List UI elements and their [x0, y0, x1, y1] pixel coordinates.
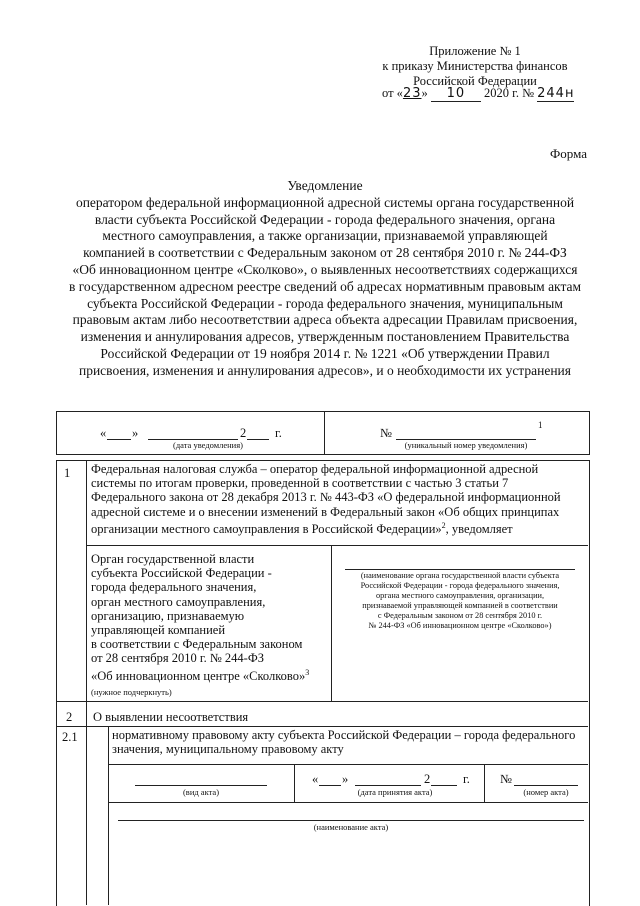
organ-caption-line: (наименование органа государственной власти субъекта	[360, 571, 560, 580]
organ-type-line: в соответствии с Федеральным законом	[91, 637, 303, 652]
notice-body-line: изменения и аннулирования адресов, утвержденным постановлением Правительства	[80, 329, 570, 345]
order-year: 2020 г. №	[483, 86, 535, 100]
section-2-top-border	[56, 701, 588, 702]
section-2-1-number: 2.1	[62, 730, 78, 744]
organ-caption-line: органа местного самоуправления, организации,	[375, 591, 545, 600]
notice-body-line: субъекта Российской Федерации - города федерального значения, муниципальным	[87, 295, 563, 311]
section-2-bottom-border	[56, 726, 588, 727]
notice-id-divider	[324, 411, 325, 454]
act-year-suffix: г.	[463, 772, 470, 786]
notice-year-suffix: г.	[275, 426, 282, 440]
section-2-1-text-line: значения, муниципальному правовому акту	[112, 742, 344, 757]
order-day: 23	[402, 86, 422, 101]
date-mid: »	[421, 86, 428, 100]
notice-number-sign: №	[380, 426, 392, 440]
organ-caption-line: признаваемой управляющей компанией в соответствии	[362, 601, 558, 610]
section-2-1-text-line: нормативному правовому акту субъекта Российской Федерации – города федерального	[112, 728, 576, 742]
form-label: Форма	[550, 146, 587, 161]
notice-body	[30, 195, 620, 380]
section-2-1-checkbox-divider	[108, 726, 109, 905]
notice-body-line: «Об инновационном центре «Сколково», о выявленных несоответствиях содержащихся	[72, 261, 578, 277]
footnote-3: 3	[305, 667, 310, 677]
act-year-digit: 2	[424, 772, 431, 786]
notice-date-caption: (дата уведомления)	[173, 440, 243, 450]
section-1-text-line: системы по итогам проверки, проведенной в соответствии с частью 3 статьи 7	[91, 476, 509, 491]
act-number-sign: №	[500, 772, 512, 786]
act-divider-1	[294, 764, 295, 802]
section-1-inner-divider	[86, 545, 588, 546]
organ-type-line: от 28 сентября 2010 г. № 244-ФЗ	[91, 651, 264, 666]
act-type-field[interactable]	[135, 785, 267, 786]
notice-body-line: правовым актам либо несоответствии адреса объекта адресации Правилам присвоения,	[72, 312, 578, 328]
organ-type-list	[91, 552, 331, 683]
notice-body-line: присвоения, изменения и аннулирования адресов», и о необходимости их устранения	[78, 362, 571, 378]
organ-type-line: субъекта Российской Федерации -	[91, 566, 272, 581]
organ-caption-line: № 244-ФЗ «Об инновационном центре «Сколково»)	[368, 621, 552, 630]
section-1-number: 1	[64, 466, 71, 480]
act-number-field[interactable]	[514, 785, 578, 786]
act-day-field[interactable]	[319, 785, 341, 786]
organ-caption-line: Российской Федерации - города федерального значения,	[360, 581, 560, 590]
section-1-text-line: Федеральная налоговая служба – оператор федеральной информационной адресной	[91, 462, 539, 476]
act-type-caption: (вид акта)	[182, 787, 220, 797]
section-1-text-line: адресной системе и о внесении изменений в Федеральный закон «Об общих принципах	[91, 504, 560, 519]
section-2-1-text	[112, 728, 592, 756]
section-1-text	[91, 462, 591, 536]
notice-body-line: оператором федеральной информационной адресной системы органа государственной	[75, 194, 575, 210]
notice-date-close: »	[132, 426, 139, 440]
organ-name-field[interactable]	[345, 569, 575, 570]
ministry-country: Российской Федерации	[413, 74, 537, 88]
act-name-field[interactable]	[118, 820, 584, 821]
organ-type-line: орган местного самоуправления,	[91, 594, 266, 609]
notice-body-line: власти субъекта Российской Федерации - города федерального значения, органа	[94, 211, 556, 227]
section-2-number: 2	[66, 710, 73, 724]
table-num-column-divider	[86, 460, 87, 905]
act-date-caption: (дата принятия акта)	[357, 787, 433, 797]
act-date-close: »	[342, 772, 349, 786]
notice-body-line: местного самоуправления, а также организации, признаваемой управляющей	[102, 228, 548, 244]
act-month-field[interactable]	[355, 785, 421, 786]
section-1-organ-divider	[331, 545, 332, 701]
appendix-title: Приложение № 1	[429, 44, 521, 58]
act-number-caption: (номер акта)	[523, 787, 569, 797]
organ-name-caption	[335, 571, 585, 631]
act-date-open: «	[312, 772, 319, 786]
organ-type-line: управляющей компанией	[91, 623, 226, 638]
notice-year-digit: 2	[240, 426, 247, 440]
order-number: 244н	[537, 86, 575, 101]
section-1-text-line: организации местного самоуправления в Российской Федерации»$^2$, уведомляет	[91, 520, 513, 536]
section-2-1-divider	[108, 764, 588, 765]
act-year-field[interactable]	[431, 785, 457, 786]
notice-day-field[interactable]	[107, 439, 131, 440]
notice-date-open: «	[100, 426, 107, 440]
act-name-caption: (наименование акта)	[313, 822, 389, 832]
footnote-2: 2	[441, 520, 446, 530]
notice-number-caption: (уникальный номер уведомления)	[404, 440, 528, 450]
footnote-1: 1	[538, 420, 543, 430]
date-prefix: от «	[382, 86, 403, 100]
organ-type-line: организацию, признаваемую	[91, 608, 245, 623]
organ-type-line: города федерального значения,	[91, 580, 257, 595]
notice-body-line: в государственном адресном реестре сведений об адресах нормативным правовым актам	[68, 278, 582, 294]
organ-type-line: Орган государственной власти	[91, 552, 255, 566]
notice-title	[30, 178, 620, 380]
underline-note: (нужное подчеркнуть)	[91, 687, 172, 697]
section-1-tail: , уведомляет	[445, 521, 513, 536]
section-2-title: О выявлении несоответствия	[93, 710, 249, 724]
act-row-divider	[108, 802, 588, 803]
act-divider-2	[484, 764, 485, 802]
notice-body-line: Российской Федерации от 19 ноября 2014 г. № 1221 «Об утверждении Правил	[100, 345, 550, 361]
notice-heading: Уведомление	[287, 178, 363, 193]
order-reference: к приказу Министерства финансов	[382, 59, 568, 73]
organ-caption-line: с Федеральным законом от 28 сентября 2010 г.	[377, 611, 543, 620]
organ-type-line: «Об инновационном центре «Сколково»$^3$	[91, 667, 310, 683]
notice-body-line: компанией в соответствии с Федеральным законом от 28 сентября 2010 г. № 244-ФЗ	[83, 245, 567, 261]
order-month: 10	[431, 86, 481, 102]
order-date-line	[382, 86, 574, 102]
section-1-text-line: Федерального закона от 28 декабря 2013 г. № 443-ФЗ «О федеральной информационной	[91, 490, 561, 505]
